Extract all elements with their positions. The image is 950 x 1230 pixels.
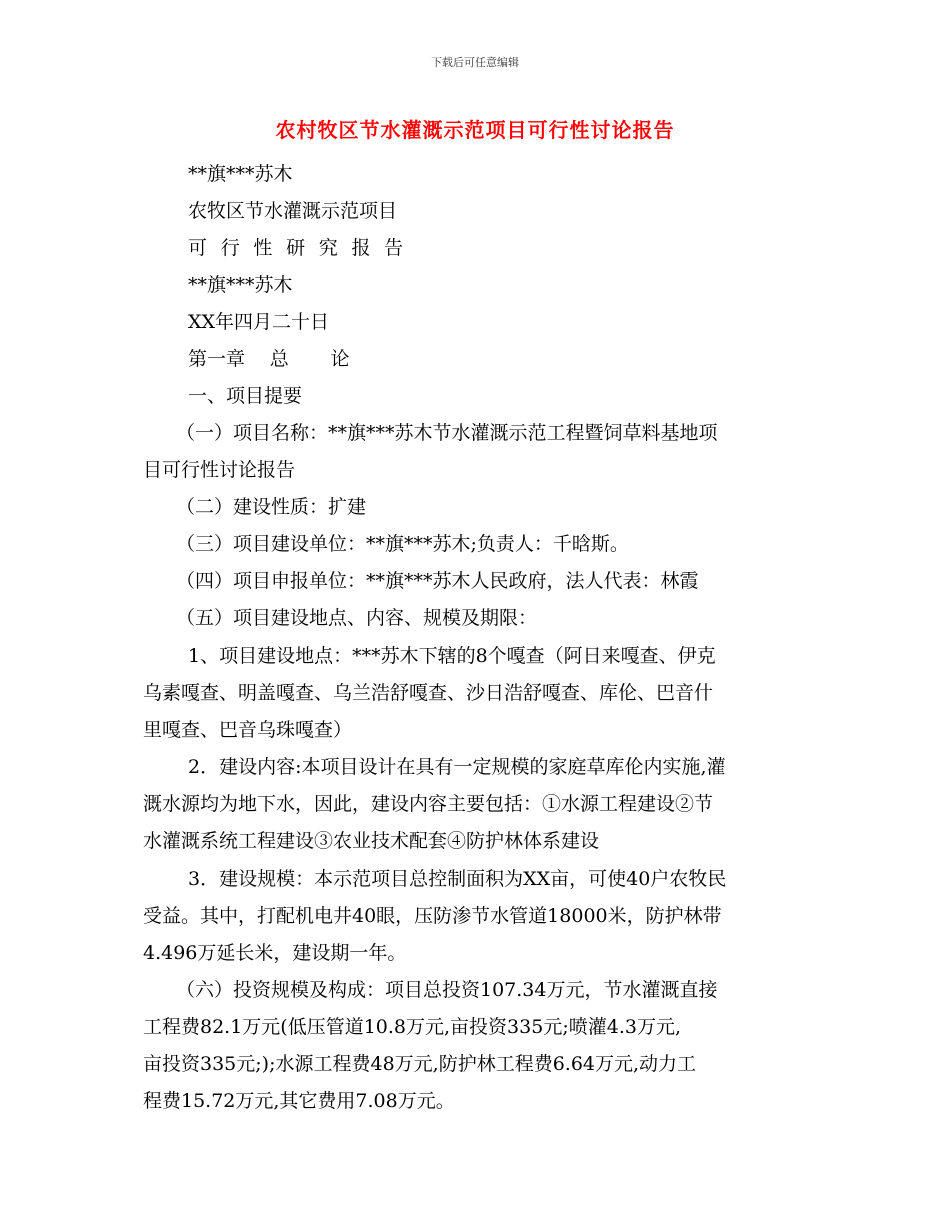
cover-line-org-2: **旗***苏木	[188, 274, 293, 296]
chapter-word: 论	[330, 348, 350, 370]
section-heading: 一、项目提要	[188, 385, 303, 407]
paragraph-line: 乌素嘎查、明盖嘎查、乌兰浩舒嘎查、沙日浩舒嘎查、库伦、巴音什	[143, 682, 714, 704]
paragraph-line: 2．建设内容:本项目设计在具有一定规模的家庭草库伦内实施,灌	[188, 756, 726, 778]
paragraph-line: （二）建设性质：扩建	[176, 496, 367, 518]
cover-line-project: 农牧区节水灌溉示范项目	[188, 200, 398, 222]
cover-char: 告	[384, 237, 404, 259]
cover-char: 行	[220, 237, 240, 259]
paragraph-line: （一）项目名称：**旗***苏木节水灌溉示范工程暨饲草料基地项	[176, 422, 718, 444]
document-title: 农村牧区节水灌溉示范项目可行性讨论报告	[275, 118, 675, 142]
paragraph-line: 目可行性讨论报告	[143, 459, 296, 481]
paragraph-line: 工程费82.1万元(低压管道10.8万元,亩投资335元;喷灌4.3万元,	[143, 1016, 681, 1038]
cover-char: 性	[253, 237, 273, 259]
cover-line-report-type	[188, 236, 853, 260]
paragraph-line: 溉水源均为地下水，因此，建设内容主要包括：①水源工程建设②节	[143, 793, 714, 815]
paragraph-line: （四）项目申报单位：**旗***苏木人民政府，法人代表：林霞	[176, 570, 699, 592]
paragraph-line: 受益。其中，打配机电井40眼，压防渗节水管道18000米，防护林带	[143, 905, 722, 927]
header-note: 下载后可任意编辑	[431, 56, 519, 69]
cover-char: 报	[351, 237, 371, 259]
chapter-prefix: 第一章	[188, 348, 246, 370]
paragraph-line: 1、项目建设地点：***苏木下辖的8个嘎查（阿日来嘎查、伊克	[188, 645, 716, 667]
paragraph-line: 水灌溉系统工程建设③农业技术配套④防护林体系建设	[143, 830, 600, 852]
cover-line-org: **旗***苏木	[188, 163, 293, 185]
cover-char: 可	[188, 237, 208, 259]
cover-date: XX年四月二十日	[188, 311, 330, 333]
cover-char: 研	[286, 237, 306, 259]
paragraph-line: 里嘎查、巴音乌珠嘎查）	[143, 719, 353, 741]
paragraph-line: 亩投资335元;);水源工程费48万元,防护林工程费6.64万元,动力工	[143, 1053, 697, 1075]
paragraph-line: 程费15.72万元,其它费用7.08万元。	[143, 1090, 455, 1112]
paragraph-line: 4.496万延长米，建设期一年。	[143, 942, 407, 964]
chapter-word: 总	[269, 348, 289, 370]
paragraph-line: （五）项目建设地点、内容、规模及期限：	[176, 607, 538, 629]
cover-char: 究	[318, 237, 338, 259]
paragraph-line: （三）项目建设单位：**旗***苏木;负责人：千晗斯。	[176, 533, 629, 555]
paragraph-line: （六）投资规模及构成：项目总投资107.34万元，节水灌溉直接	[176, 979, 718, 1001]
paragraph-line: 3．建设规模：本示范项目总控制面积为XX亩，可使40户农牧民	[188, 868, 727, 890]
chapter-heading	[188, 347, 853, 371]
